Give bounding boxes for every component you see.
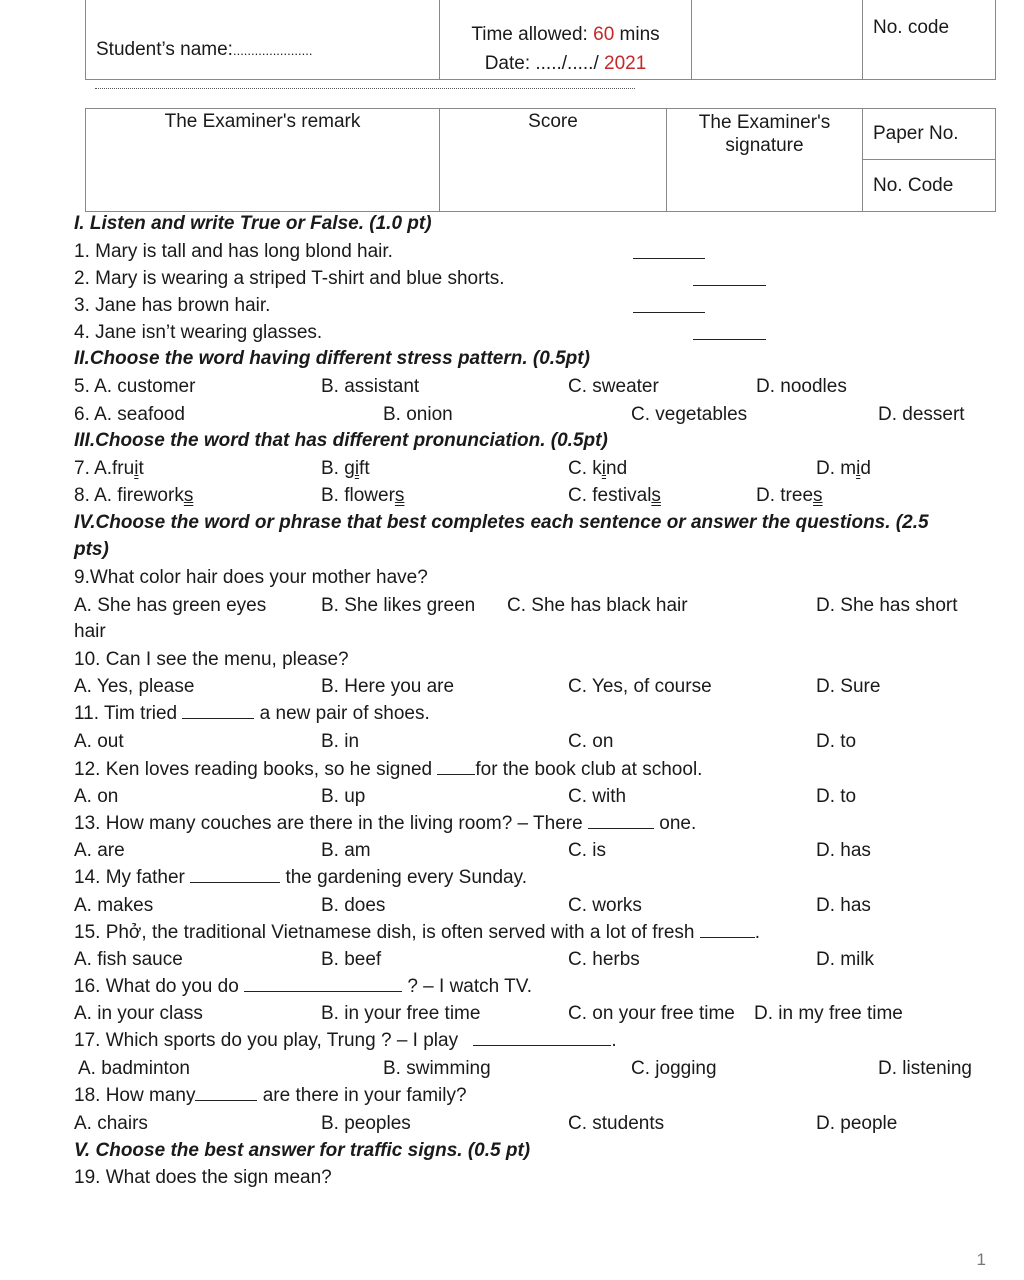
q9-option-b: B. She likes green	[321, 595, 476, 616]
paper-no-cell	[863, 109, 996, 160]
no-code-cell-2	[863, 160, 996, 212]
q9-stem: 9.What color hair does your mother have?	[74, 567, 428, 588]
part1-item-3: 3. Jane has brown hair.	[74, 295, 271, 316]
q11-stem: 11. Tim tried a new pair of shoes.	[74, 703, 430, 724]
q11-option-a: A. out	[74, 731, 124, 752]
q15-option-c: C. herbs	[568, 949, 640, 970]
q5-option-a: 5. A. customer	[74, 376, 196, 397]
signature-cell	[667, 109, 863, 212]
section-4-heading-cont: pts)	[74, 539, 109, 560]
q19-stem: 19. What does the sign mean?	[74, 1167, 332, 1188]
q13-blank[interactable]	[588, 814, 654, 829]
q11-blank[interactable]	[182, 704, 254, 719]
examiner-remark-label: The Examiner's remark	[164, 111, 361, 132]
remark-table	[85, 108, 996, 212]
q15-option-b: B. beef	[321, 949, 382, 970]
q10-option-b: B. Here you are	[321, 676, 455, 697]
q7-option-c: C. kind	[568, 458, 628, 479]
student-name-cell	[86, 0, 440, 80]
time-date-cell	[440, 0, 692, 80]
answer-blank-3[interactable]	[633, 298, 705, 313]
q12-option-d: D. to	[816, 786, 857, 807]
q9-option-d-cont: hair	[74, 621, 106, 642]
q11-option-d: D. to	[816, 731, 857, 752]
q6-option-b: B. onion	[383, 404, 453, 425]
student-name-label: Student’s name:......................	[96, 39, 313, 60]
q14-stem: 14. My father the gardening every Sunday.	[74, 867, 527, 888]
q12-option-b: B. up	[321, 786, 366, 807]
q14-option-b: B. does	[321, 895, 386, 916]
blank-cell	[692, 0, 863, 80]
time-allowed: Time allowed: 60 mins	[471, 24, 660, 45]
q6-option-d: D. dessert	[878, 404, 965, 425]
section-2-heading: II.Choose the word having different stress pattern. (0.5pt)	[74, 348, 590, 369]
section-4-heading: IV.Choose the word or phrase that best completes each sentence or answer the questions. (2.5	[74, 512, 929, 533]
section-3-heading: III.Choose the word that has different pronunciation. (0.5pt)	[74, 430, 608, 451]
q18-option-b: B. peoples	[321, 1113, 411, 1134]
score-label: Score	[528, 111, 578, 132]
q7-option-a: 7. A.fruit	[74, 458, 144, 479]
answer-blank-4[interactable]	[693, 325, 766, 340]
q13-option-a: A. are	[74, 840, 125, 861]
q9-option-c: C. She has black hair	[507, 595, 688, 616]
q15-option-d: D. milk	[816, 949, 875, 970]
paper-no-label: Paper No.	[873, 123, 959, 144]
q13-option-c: C. is	[568, 840, 606, 861]
q6-option-c: C. vegetables	[631, 404, 748, 425]
q10-stem: 10. Can I see the menu, please?	[74, 649, 349, 670]
q10-option-c: C. Yes, of course	[568, 676, 712, 697]
q17-option-d: D. listening	[878, 1058, 972, 1079]
answer-blank-1[interactable]	[633, 244, 705, 259]
q8-option-c: C. festivals	[568, 485, 661, 506]
q18-stem: 18. How many are there in your family?	[74, 1085, 467, 1106]
q18-option-a: A. chairs	[74, 1113, 148, 1134]
q12-stem: 12. Ken loves reading books, so he signed for the book club at school.	[74, 759, 703, 780]
part1-item-1: 1. Mary is tall and has long blond hair.	[74, 241, 393, 262]
no-code-label-2: No. Code	[873, 174, 954, 196]
q18-option-d: D. people	[816, 1113, 898, 1134]
q5-option-b: B. assistant	[321, 376, 420, 397]
q11-option-c: C. on	[568, 731, 614, 752]
q6-option-a: 6. A. seafood	[74, 404, 185, 425]
exam-date: Date: ...../...../ 2021	[484, 53, 647, 74]
q16-option-d: D. in my free time	[754, 1003, 903, 1024]
q13-stem: 13. How many couches are there in the living room? – There one.	[74, 813, 697, 834]
q15-option-a: A. fish sauce	[74, 949, 183, 970]
q13-option-d: D. has	[816, 840, 871, 861]
q18-blank[interactable]	[195, 1086, 257, 1101]
q17-stem: 17. Which sports do you play, Trung ? – I play .	[74, 1030, 617, 1051]
q17-option-c: C. jogging	[631, 1058, 717, 1079]
q8-option-a: 8. A. fireworks	[74, 485, 194, 506]
dotted-separator	[95, 88, 635, 89]
q17-blank[interactable]	[473, 1031, 611, 1046]
q10-option-a: A. Yes, please	[74, 676, 195, 697]
section-5-heading: V. Choose the best answer for traffic signs. (0.5 pt)	[74, 1140, 531, 1161]
q7-option-b: B. gift	[321, 458, 370, 479]
q5-option-c: C. sweater	[568, 376, 659, 397]
q11-option-b: B. in	[321, 731, 360, 752]
q16-option-c: C. on your free time	[568, 1003, 735, 1024]
part1-item-2: 2. Mary is wearing a striped T-shirt and blue shorts.	[74, 268, 505, 289]
q7-option-d: D. mid	[816, 458, 871, 479]
q14-option-a: A. makes	[74, 895, 154, 916]
q9-option-a: A. She has green eyes	[74, 595, 267, 616]
q14-option-c: C. works	[568, 895, 642, 916]
q8-option-d: D. trees	[756, 485, 823, 506]
q5-option-d: D. noodles	[756, 376, 847, 397]
signature-label-2: signature	[725, 135, 804, 156]
answer-blank-2[interactable]	[693, 271, 766, 286]
q8-option-b: B. flowers	[321, 485, 405, 506]
q16-blank[interactable]	[244, 977, 402, 992]
q14-option-d: D. has	[816, 895, 871, 916]
q12-option-a: A. on	[74, 786, 119, 807]
q12-option-c: C. with	[568, 786, 627, 807]
examiner-remark-cell	[86, 109, 440, 212]
q12-blank[interactable]	[437, 760, 475, 775]
q14-blank[interactable]	[190, 868, 280, 883]
section-1-heading: I. Listen and write True or False. (1.0 pt)	[74, 213, 432, 234]
q17-option-b: B. swimming	[383, 1058, 491, 1079]
q10-option-d: D. Sure	[816, 676, 881, 697]
q15-stem: 15. Phở, the traditional Vietnamese dish, is often served with a lot of fresh .	[74, 922, 761, 943]
q16-stem: 16. What do you do ? – I watch TV.	[74, 976, 532, 997]
no-code-label: No. code	[873, 17, 950, 38]
q9-option-d: D. She has short	[816, 595, 958, 616]
q15-blank[interactable]	[700, 923, 755, 938]
q17-option-a: A. badminton	[78, 1058, 190, 1079]
header-table	[85, 0, 996, 80]
part1-item-4: 4. Jane isn’t wearing glasses.	[74, 322, 323, 343]
no-code-cell	[863, 0, 996, 80]
q13-option-b: B. am	[321, 840, 371, 861]
page-number: 1	[976, 1250, 986, 1269]
score-cell	[440, 109, 667, 212]
q16-option-b: B. in your free time	[321, 1003, 481, 1024]
q18-option-c: C. students	[568, 1113, 665, 1134]
q16-option-a: A. in your class	[74, 1003, 203, 1024]
signature-label-1: The Examiner's	[698, 112, 831, 133]
